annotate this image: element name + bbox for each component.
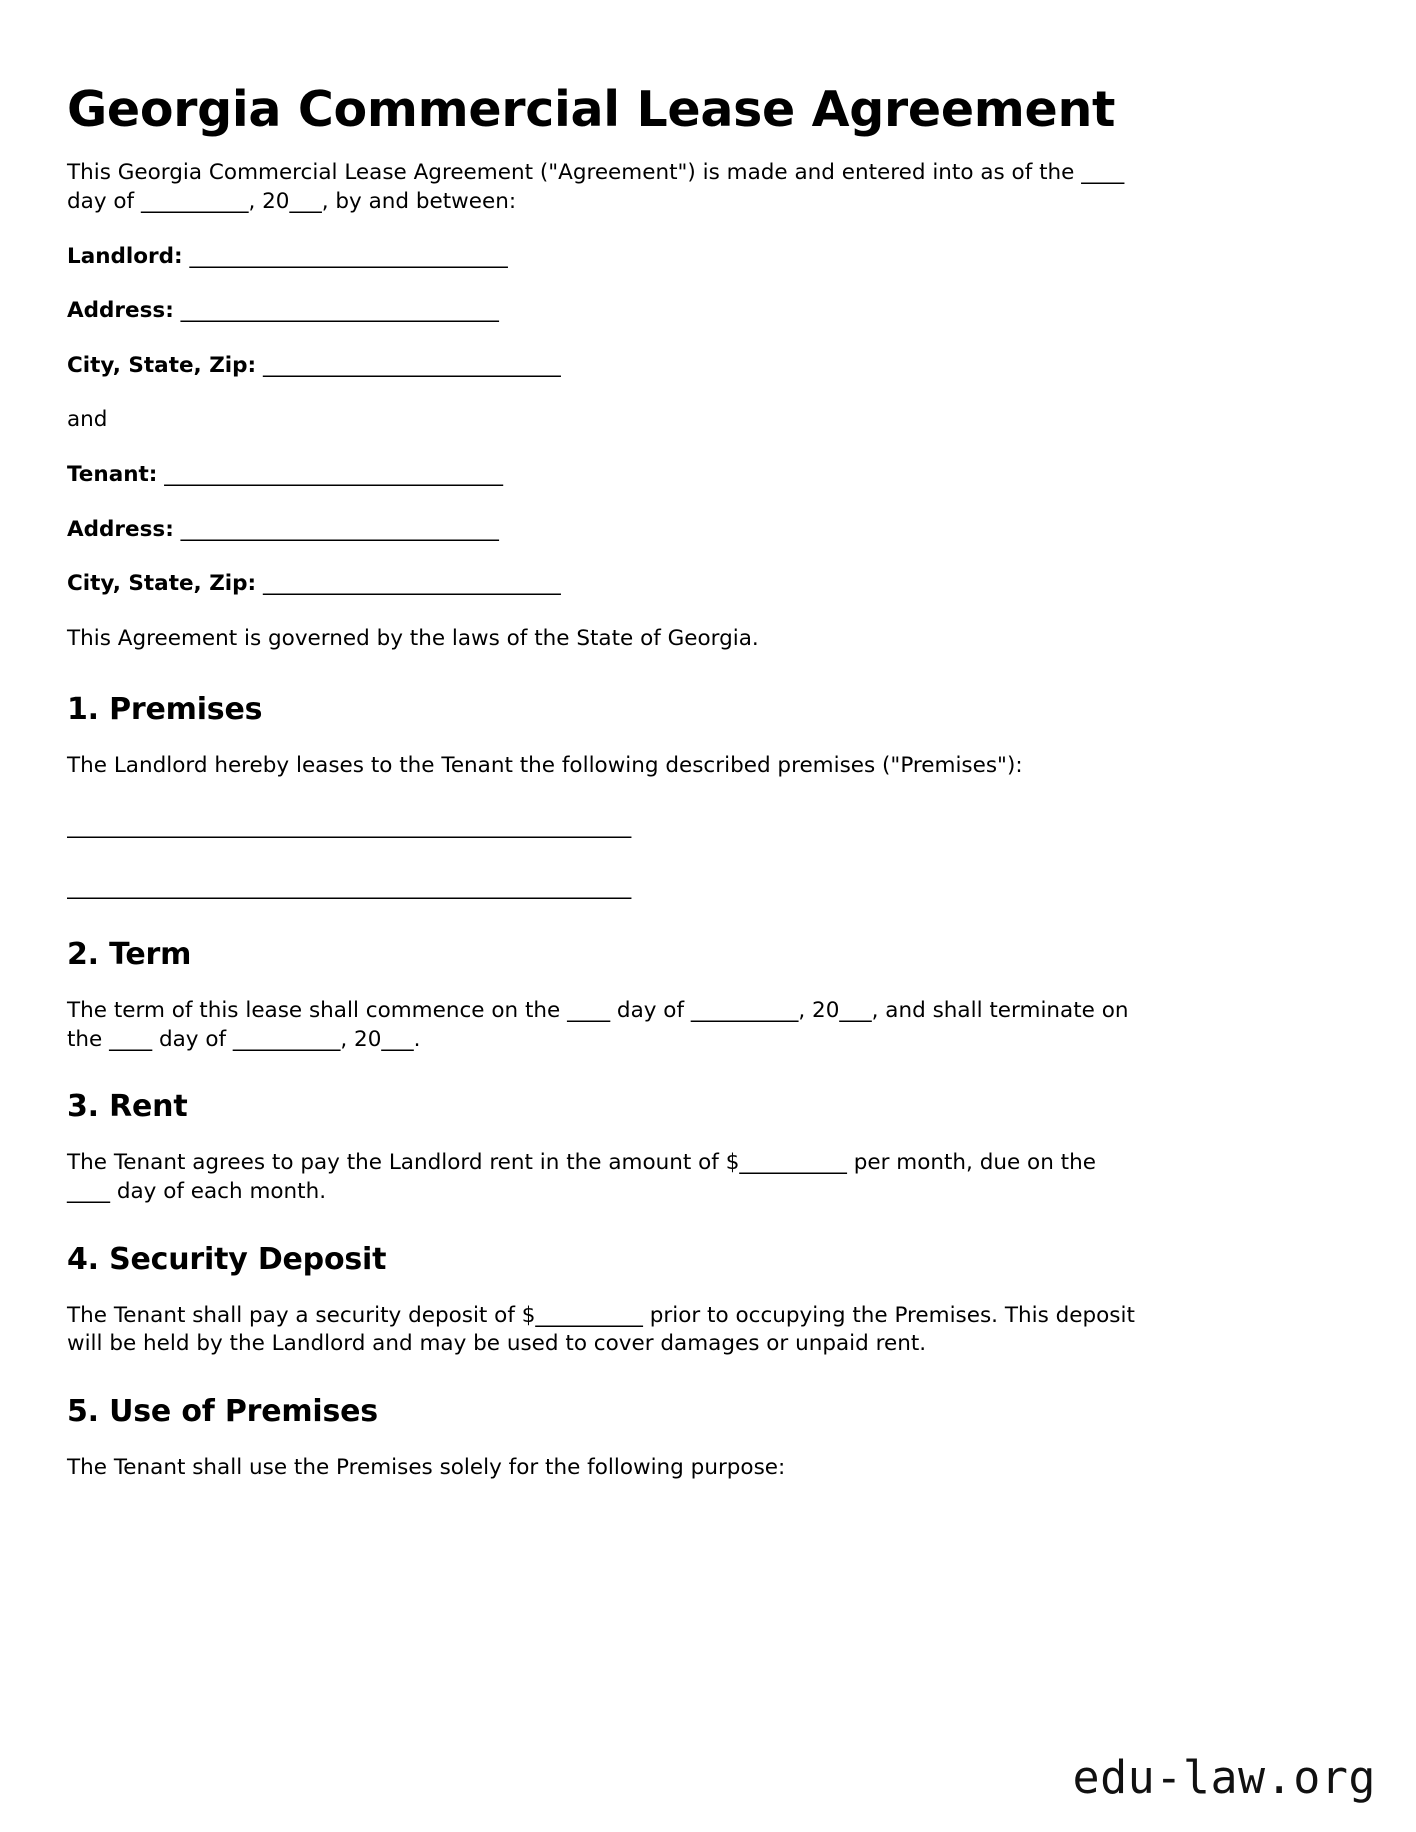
conjunction-and: and	[67, 407, 108, 433]
section-body-use-of-premises: The Tenant shall use the Premises solely for the following purpose:	[67, 1454, 786, 1480]
tenant-city-state-zip-blank[interactable]: _____________________________	[263, 571, 561, 597]
governing-law-statement: This Agreement is governed by the laws of the State of Georgia.	[67, 625, 759, 651]
tenant-city-state-zip-field	[67, 544, 1142, 599]
tenant-address-label: Address:	[67, 516, 174, 542]
section-body-rent: The Tenant agrees to pay the Landlord rent in the amount of $__________ per month, due on the ____ day of each month.	[67, 1150, 1096, 1204]
intro-paragraph: This Georgia Commercial Lease Agreement ("Agreement") is made and entered into as of the ____ day of __________, 20___, by and between:	[67, 160, 1125, 215]
section-body-security-deposit: The Tenant shall pay a security deposit of $__________ prior to occupying the Premises. This deposit will be held by the Landlord and may be used to cover damages or unpaid rent.	[67, 1302, 1135, 1357]
tenant-name-field	[67, 435, 1142, 490]
landlord-city-state-zip-field	[67, 326, 1142, 381]
section-heading-security-deposit: 4. Security Deposit	[67, 1241, 387, 1277]
tenant-address-blank[interactable]: _______________________________	[180, 516, 499, 542]
section-body-premises: The Landlord hereby leases to the Tenant the following described premises ("Premises"):	[67, 753, 1023, 779]
landlord-address-blank[interactable]: _______________________________	[180, 298, 499, 324]
landlord-city-state-zip-label: City, State, Zip:	[67, 352, 257, 378]
section-heading-term: 2. Term	[67, 937, 192, 973]
landlord-name-blank[interactable]: _______________________________	[189, 243, 508, 269]
section-heading-premises: 1. Premises	[67, 692, 263, 728]
landlord-address-label: Address:	[67, 298, 174, 324]
landlord-city-state-zip-blank[interactable]: _____________________________	[263, 352, 561, 378]
document-content	[67, 0, 1142, 1482]
landlord-name-label: Landlord:	[67, 243, 183, 269]
premises-blank-line-2[interactable]: _______________________________________________________	[67, 874, 631, 900]
section-body-term: The term of this lease shall commence on the ____ day of __________, 20___, and shall terminate on the ____ day of __________, 20___.	[67, 998, 1129, 1052]
landlord-name-field	[67, 217, 1142, 272]
site-watermark: edu-law.org	[1072, 1751, 1376, 1804]
tenant-city-state-zip-label: City, State, Zip:	[67, 571, 257, 597]
tenant-address-field	[67, 490, 1142, 545]
page-title: Georgia Commercial Lease Agreement	[67, 81, 1116, 138]
section-heading-use-of-premises: 5. Use of Premises	[67, 1393, 378, 1429]
section-heading-rent: 3. Rent	[67, 1089, 188, 1125]
premises-blank-line-1[interactable]: _______________________________________________________	[67, 813, 631, 839]
landlord-address-field	[67, 271, 1142, 326]
tenant-name-label: Tenant:	[67, 462, 158, 487]
tenant-name-blank[interactable]: _________________________________	[164, 462, 503, 487]
